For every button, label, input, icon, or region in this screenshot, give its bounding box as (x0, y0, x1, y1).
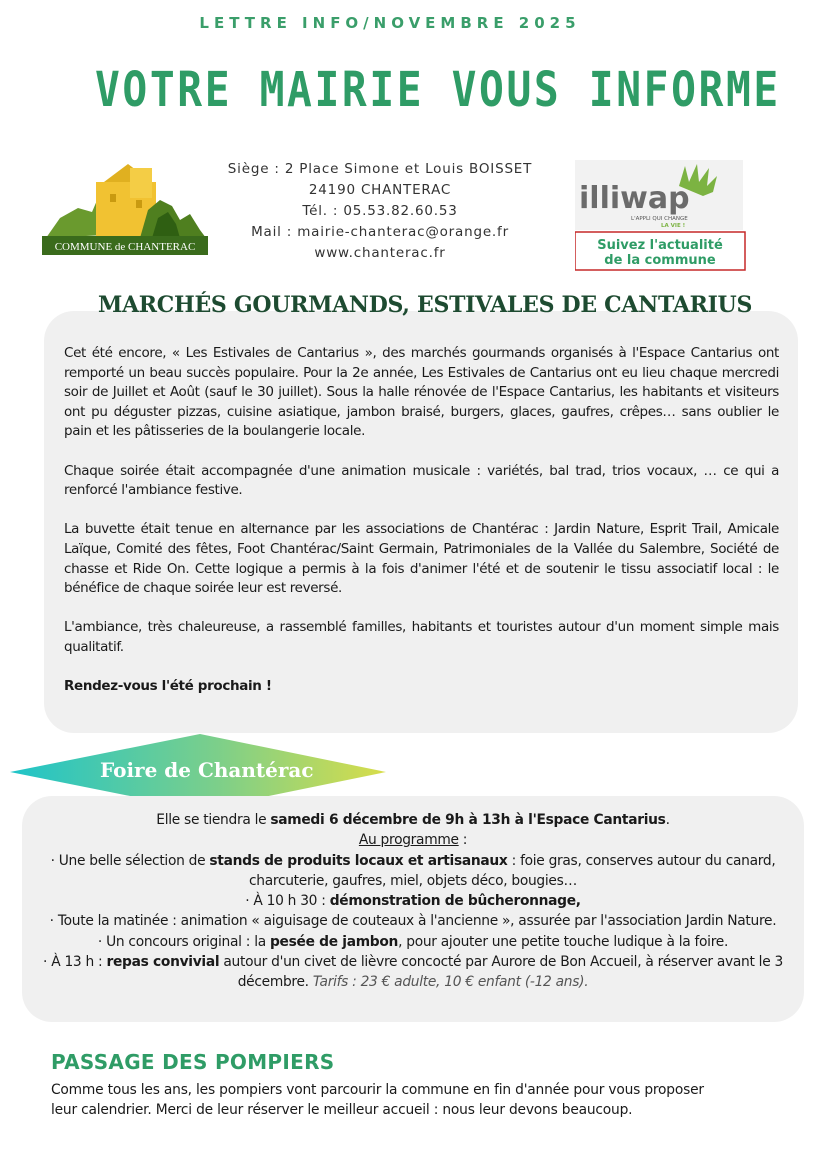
section-marches-title: MARCHÉS GOURMANDS, ESTIVALES DE CANTARIUS (97, 292, 753, 318)
text: Elle se tiendra le (156, 812, 271, 828)
section-marches-body (64, 344, 779, 697)
programme-item (40, 952, 786, 993)
illiwap-brand: illiwap (579, 181, 690, 216)
phone: Tél. : 05.53.82.60.53 (302, 203, 458, 219)
closing-line: Rendez-vous l'été prochain ! (64, 678, 272, 695)
text-bold: stands de produits locaux et artisanaux (209, 852, 508, 869)
text-bold: samedi 6 décembre de 9h à 13h à l'Espace Cantarius (270, 812, 666, 828)
paragraph: L'ambiance, très chaleureuse, a rassemblé familles, habitants et touristes autour d'un moment simple mais qualitatif. (64, 619, 779, 655)
address: Siège : 2 Place Simone et Louis BOISSET (227, 161, 533, 177)
paragraph: Cet été encore, « Les Estivales de Cantarius », des marchés gourmands organisés à l'Espace Cantarius ont remporté un beau succès populaire. Pour la 2e année, Les Estivales de Cantarius ont eu lieu chaque mercredi soir de Juillet et Août (sauf le 30 juillet). Sous la halle rénovée de l'Espace Cantarius, les habitants et visiteurs ont pu déguster pizzas, cuisine asiatique, jambon braisé, burgers, glaces, gaufres, crêpes… sans oublier le pain et les pâtisseries de la boulangerie locale. (64, 345, 779, 440)
text-underline: Au programme (358, 832, 459, 849)
programme-heading (40, 830, 786, 850)
text-bold: repas convivial (106, 954, 220, 971)
page-title: VOTRE MAIRIE VOUS INFORME (95, 62, 781, 118)
programme-item (40, 891, 786, 911)
paragraph: La buvette était tenue en alternance par les associations de Chantérac : Jardin Nature, Esprit Trail, Amicale Laïque, Comité des fêtes, Foot Chantérac/Saint Germain, Patrimoniales de la Vallée du Salembre, Société de chasse et Ride On. Cette logique a permis à la fois d'animer l'été et de soutenir le tissu associatif local : le bénéfice de chaque soirée leur est reversé. (64, 521, 779, 597)
commune-logo (40, 160, 210, 257)
commune-logo-text: COMMUNE de CHANTERAC (54, 241, 196, 253)
programme-item (40, 932, 786, 952)
programme-item (40, 851, 786, 892)
text: · À 10 h 30 : (245, 893, 330, 910)
section-pompiers-body: Comme tous les ans, les pompiers vont parcourir la commune en fin d'année pour vous proposer leur calendrier. Merci de leur réserver le meilleur accueil : nous leur devons beaucoup. (51, 1082, 704, 1118)
website[interactable]: www.chanterac.fr (314, 245, 446, 261)
programme-item: · Toute la matinée : animation « aiguisage de couteaux à l'ancienne », assurée par l'association Jardin Nature. (49, 913, 777, 930)
contact-block (215, 159, 545, 264)
text: autour d'un civet de lièvre concocté par Aurore de Bon Accueil, à réserver avant le 3 décembre. (219, 954, 783, 991)
section-pompiers-title: PASSAGE DES POMPIERS (51, 1050, 335, 1074)
text: . (665, 812, 670, 828)
section-foire-title: Foire de Chantérac (100, 758, 314, 782)
text: : foie gras, conserves autour du canard, charcuterie, gaufres, miel, objets déco, bougies… (249, 852, 776, 889)
newsletter-date: LETTRE INFO/NOVEMBRE 2025 (199, 14, 581, 32)
text: , pour ajouter une petite touche ludique à la foire. (398, 933, 729, 950)
city: 24190 CHANTERAC (308, 182, 452, 198)
illiwap-tagline-1: L'APPLI QUI CHANGE (631, 216, 688, 222)
mail[interactable]: Mail : mairie-chanterac@orange.fr (251, 224, 509, 240)
text: · Un concours original : la (97, 933, 270, 950)
text: · Une belle sélection de (50, 852, 210, 869)
text-bold: démonstration de bûcheronnage, (329, 893, 581, 910)
foire-intro (40, 810, 786, 830)
text: : (458, 832, 468, 849)
illiwap-follow-2: de la commune (604, 253, 716, 268)
text-italic: Tarifs : 23 € adulte, 10 € enfant (-12 ans). (312, 974, 589, 991)
text: · À 13 h : (43, 954, 107, 971)
illiwap-badge[interactable] (575, 160, 747, 272)
illiwap-tagline-2: LA VIE ! (661, 223, 686, 229)
illiwap-follow-1: Suivez l'actualité (597, 238, 723, 253)
paragraph: Chaque soirée était accompagnée d'une animation musicale : variétés, bal trad, trios vocaux, … ce qui a renforcé l'ambiance festive. (64, 462, 779, 499)
text-bold: pesée de jambon (269, 933, 399, 950)
section-foire-body (40, 810, 786, 993)
